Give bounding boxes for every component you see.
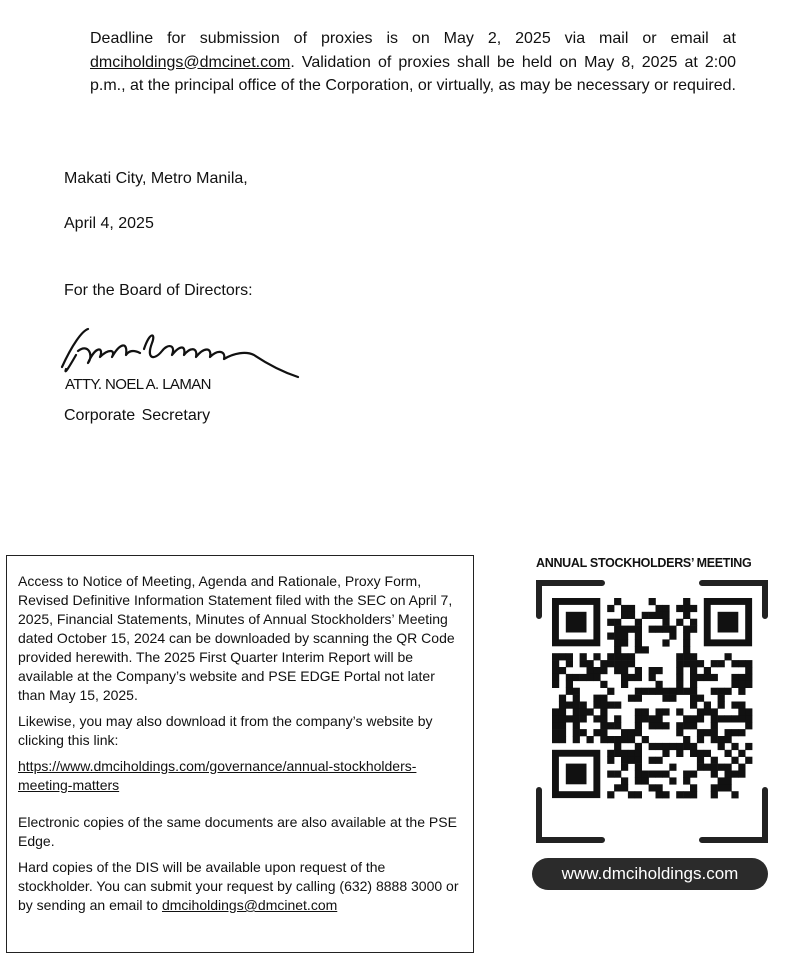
proxy-deadline-paragraph: [90, 27, 736, 98]
qr-heading: ANNUAL STOCKHOLDERS’ MEETING: [536, 556, 752, 570]
hard-copy-email-link[interactable]: dmciholdings@dmcinet.com: [161, 897, 338, 913]
hard-copy-text: Hard copies of the DIS will be available upon request of the stockholder. You can submit your request by calling (632) 8888 3000 or by sending an email to: [18, 859, 459, 913]
pse-edge-paragraph: Electronic copies of the same documents are also available at the PSE Edge.: [18, 814, 457, 849]
qr-code[interactable]: [536, 578, 768, 848]
deadline-text-after: . Validation of proxies shall be held on May 8, 2025 at 2:00 p.m., at the principal office of the Corporation, or virtually, as may be necessary or required.: [90, 53, 736, 94]
email-link[interactable]: dmciholdings@dmcinet.com: [90, 53, 291, 71]
download-paragraph: Likewise, you may also download it from the company’s website by clicking this link:: [18, 713, 433, 748]
place-line: Makati City, Metro Manila,: [64, 170, 248, 187]
hard-copy-paragraph: [18, 858, 463, 915]
access-paragraph: Access to Notice of Meeting, Agenda and Rationale, Proxy Form, Revised Definitive Information Statement filed with the SEC on April 7, 2025, Financial Statements, Minutes of Annual Stockholders’ Meeting dated October 15, 2024 can be downloaded by scanning the QR Code provided herewith. The 2025 First Quarter Interim Report will be available at the Company’s website and PSE EDGE Portal not later than May 15, 2025.: [18, 573, 455, 703]
asm-matters-link[interactable]: https://www.dmciholdings.com/governance/annual-stockholders-meeting-matters: [18, 758, 417, 793]
signatory-title: Corporate Secretary: [64, 407, 211, 424]
board-line: For the Board of Directors:: [64, 282, 253, 299]
deadline-text: Deadline for submission of proxies is on May 2, 2025 via mail or email at: [90, 30, 736, 47]
website-url-pill[interactable]: www.dmciholdings.com: [532, 858, 768, 890]
document-access-box: [6, 555, 474, 953]
signatory-name: ATTY. NOEL A. LAMAN: [65, 376, 211, 393]
date-line: April 4, 2025: [64, 215, 154, 232]
